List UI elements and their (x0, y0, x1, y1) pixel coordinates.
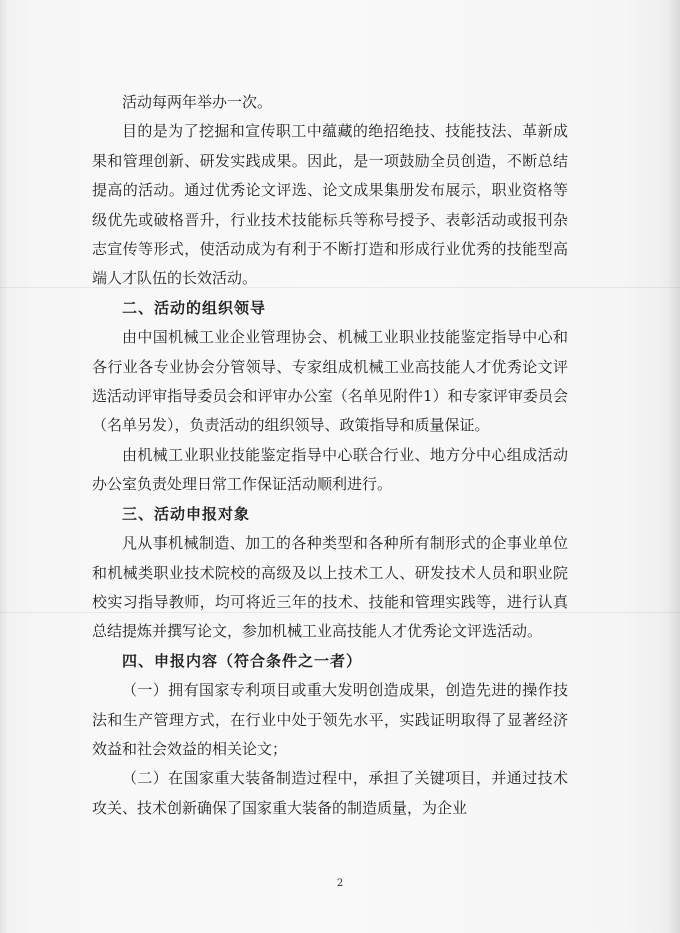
paragraph-eligibility: 凡从事机械制造、加工的各种类型和各种所有制形式的企事业单位和机械类职业技术院校的高级及以上技术工人、研发技术人员和职业院校实习指导教师，均可将近三年的技术、技能和管理实践等，进行认真总结提炼并撰写论文，参加机械工业高技能人才优秀论文评选活动。 (92, 534, 568, 641)
heading-eligibility: 三、活动申报对象 (122, 504, 251, 523)
heading-organization: 二、活动的组织领导 (122, 298, 267, 317)
paragraph-condition-1: （一）拥有国家专利项目或重大发明创造成果，创造先进的操作技法和生产管理方式，在行业中处于领先水平，实践证明取得了显著经济效益和社会效益的相关论文； (92, 681, 568, 758)
page-number: 2 (336, 878, 344, 889)
heading-content: 四、申报内容（符合条件之一者） (122, 651, 363, 670)
page-right-shadow (666, 0, 680, 933)
paragraph-office: 由机械工业职业技能鉴定指导中心联合行业、地方分中心组成活动办公室负责处理日常工作保证活动顺利进行。 (92, 445, 568, 494)
paragraph-condition-2: （二）在国家重大装备制造过程中，承担了关键项目，并通过技术攻关、技术创新确保了国家重大装备的制造质量，为企业 (92, 769, 568, 817)
page-left-shadow (0, 0, 8, 933)
paragraph-frequency: 活动每两年举办一次。 (122, 93, 273, 111)
paragraph-organization: 由中国机械工业企业管理协会、机械工业职业技能鉴定指导中心和各行业各专业协会分管领导、专家组成机械工业高技能人才优秀论文评选活动评审指导委员会和评审办公室（名单见附件1）和专家评审委员会（名单另发），负责活动的组织领导、政策指导和质量保证。 (92, 328, 568, 435)
paragraph-purpose: 目的是为了挖掘和宣传职工中蕴藏的绝招绝技、技能技法、革新成果和管理创新、研发实践成果。因此，是一项鼓励全员创造，不断总结提高的活动。通过优秀论文评选、论文成果集册发布展示，职业资格等级优先或破格晋升，行业技术技能标兵等称号授予、表彰活动或报刊杂志宣传等形式，使活动成为有利于不断打造和形成行业优秀的技能型高端人才队伍的长效活动。 (92, 122, 568, 288)
document-body (92, 88, 568, 823)
